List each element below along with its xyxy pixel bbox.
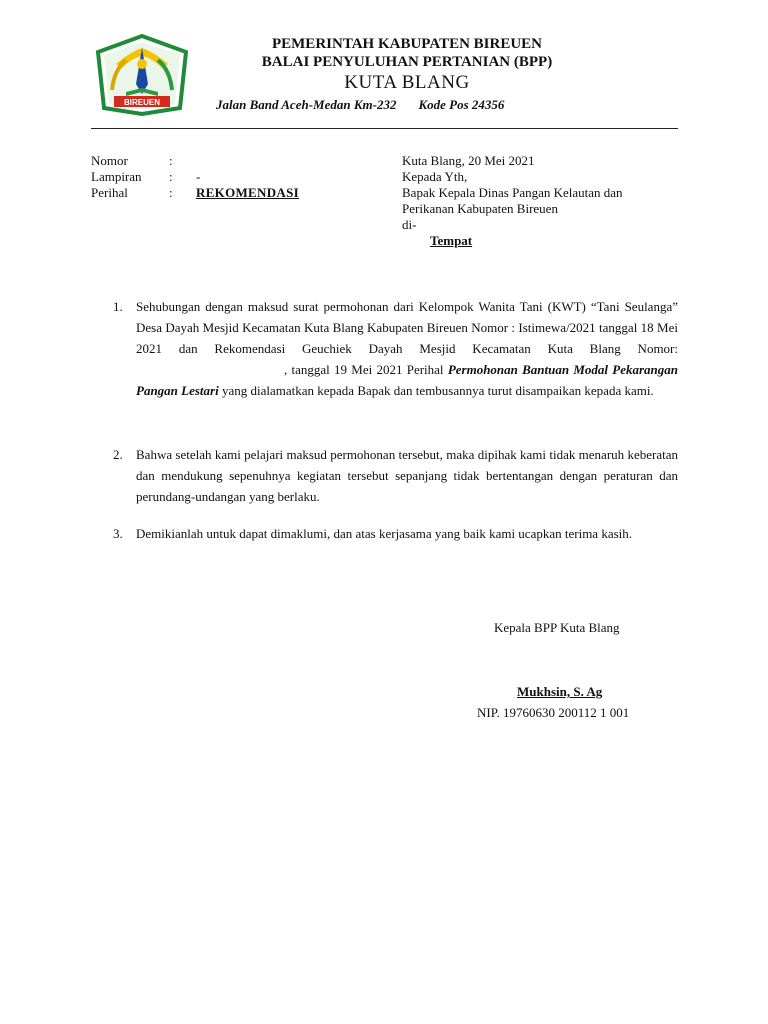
address-postcode: Kode Pos 24356 xyxy=(418,97,505,112)
signatory-nip: NIP. 19760630 200112 1 001 xyxy=(477,705,630,720)
meta-label: Lampiran xyxy=(91,169,142,184)
meta-colon: : xyxy=(169,153,173,168)
address-street: Jalan Band Aceh-Medan Km-232 xyxy=(216,97,397,112)
svg-text:BIREUEN: BIREUEN xyxy=(123,98,161,107)
paragraph-text: Bahwa setelah kami pelajari maksud permohonan tersebut, maka dipihak kami tidak menaruh keberatan dan mendukung sepenuhnya kegiatan tersebut sepanjang tidak bertentangan dengan peraturan dan perundang-undangan yang berlaku. xyxy=(136,447,678,504)
paragraph-text xyxy=(136,296,678,401)
meta-colon: : xyxy=(169,169,173,184)
place-date: Kuta Blang, 20 Mei 2021 xyxy=(402,153,535,168)
recipient-line-1: Bapak Kepala Dinas Pangan Kelautan dan xyxy=(402,185,623,200)
letterhead-divider xyxy=(91,128,678,129)
meta-value-subject: REKOMENDASI xyxy=(196,185,299,200)
paragraph-3 xyxy=(91,523,678,544)
paragraph-number: 3. xyxy=(113,526,123,541)
paragraph-emphasis: Permohonan Bantuan Modal Pekarangan Pangan Lestari xyxy=(136,362,679,398)
paragraph-text-part: yang dialamatkan kepada Bapak dan tembusannya turut disampaikan kepada kami. xyxy=(221,383,654,398)
paragraph-number: 1. xyxy=(113,299,123,314)
meta-value: - xyxy=(196,169,201,184)
paragraph-text: Demikianlah untuk dapat dimaklumi, dan atas kerjasama yang baik kami ucapkan terima kasih. xyxy=(136,526,633,541)
recipient-salutation: Kepada Yth, xyxy=(402,169,468,184)
paragraph-number: 2. xyxy=(113,447,123,462)
letterhead-agency: BALAI PENYULUHAN PERTANIAN (BPP) xyxy=(261,54,553,70)
meta-label: Perihal xyxy=(91,185,128,200)
paragraph-2 xyxy=(91,444,678,507)
signatory-name: Mukhsin, S. Ag xyxy=(517,684,603,699)
meta-label: Nomor xyxy=(91,153,128,168)
paragraph-text-part: , tanggal 19 Mei 2021 Perihal xyxy=(284,362,444,377)
recipient-tempat: Tempat xyxy=(430,233,473,248)
recipient-di: di- xyxy=(402,217,417,232)
signatory-title: Kepala BPP Kuta Blang xyxy=(494,620,620,635)
recipient-line-2: Perikanan Kabupaten Bireuen xyxy=(402,201,558,216)
letterhead-location: KUTA BLANG xyxy=(344,72,470,93)
letterhead-address xyxy=(216,97,504,113)
letterhead-government: PEMERINTAH KABUPATEN BIREUEN xyxy=(271,36,543,52)
paragraph-1 xyxy=(91,296,678,401)
meta-colon: : xyxy=(169,185,173,200)
paragraph-text-part: Sehubungan dengan maksud surat permohonan dari Kelompok Wanita Tani (KWT) “Tani Seulanga” Desa Dayah Mesjid Kecamatan Kuta Blang Kabupaten Bireuen Nomor : Istimewa/2021 tanggal 18 Mei 2021 dan Rekomendasi Geuchiek Dayah Mesjid Kecamatan Kuta Blang Nomor: xyxy=(136,299,678,356)
